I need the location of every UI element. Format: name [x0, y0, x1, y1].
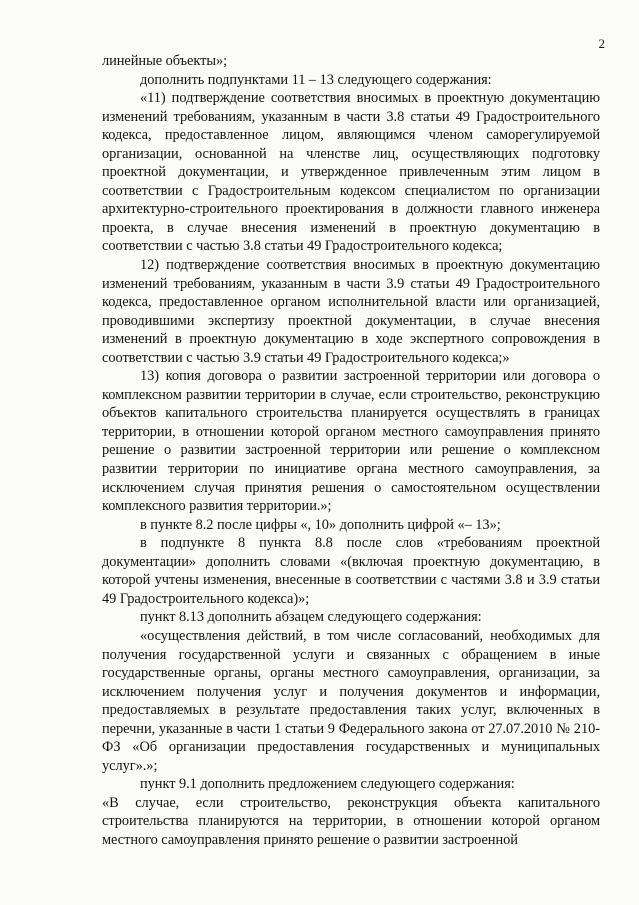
paragraph-10: пункт 9.1 дополнить предложением следующего содержания:: [140, 776, 515, 793]
paragraph-7: в подпункте 8 пункта 8.8 после слов «требованиям проектной документации» дополнить словами «(включая проектную документацию, в которой учтены изменения, внесенные в соответствии с частями 3.8 и 3.9 статьи 49 Градостроительного кодекса)»;: [102, 535, 600, 607]
paragraph-5: 13) копия договора о развитии застроенной территории или договора о комплексном развитии территории в случае, если строительство, реконструкцию объектов капитального строительства планируется осуществлять в границах территории, в отношении которой органом местного самоуправления принято решение о развитии застроенной территории или решение о комплексном развитии территории по инициативе органа местного самоуправления, за исключением случая принятия решения о самостоятельном осуществлении комплексного развития территории.»;: [102, 368, 600, 515]
paragraph-4: 12) подтверждение соответствия вносимых в проектную документацию изменений требованиям, указанным в части 3.9 статьи 49 Градостроительного кодекса, предоставленное органом исполнительной власти или организацией, проводившими экспертизу проектной документации, в случае внесения изменений в проектную документацию в ходе экспертного сопровождения в соответствии с частью 3.9 статьи 49 Градостроительного кодекса;»: [102, 257, 600, 366]
page-number: 2: [598, 36, 605, 51]
paragraph-6: в пункте 8.2 после цифры «, 10» дополнить цифрой «– 13»;: [140, 516, 501, 533]
paragraph-8: пункт 8.13 дополнить абзацем следующего содержания:: [140, 609, 482, 626]
paragraph-11: «В случае, если строительство, реконструкция объекта капитального строительства планируются на территории, в отношении которой органом местного самоуправления принято решение о развитии застроенной: [102, 794, 600, 848]
paragraph-2: дополнить подпунктами 11 – 13 следующего содержания:: [140, 71, 492, 88]
document-body: [102, 52, 600, 850]
paragraph-9: «осуществления действий, в том числе согласований, необходимых для получения государственной услуги и связанных с обращением в иные государственные органы, органы местного самоуправления, организации, за исключением получения услуг и получения документов и информации, предоставляемых в результате предоставления таких услуг, включенных в перечни, указанные в части 1 статьи 9 Федерального закона от 27.07.2010 № 210-ФЗ «Об организации предоставления государственных и муниципальных услуг».»;: [102, 627, 600, 774]
paragraph-1: линейные объекты»;: [102, 53, 228, 69]
paragraph-3: «11) подтверждение соответствия вносимых в проектную документацию изменений требованиям, указанным в части 3.8 статьи 49 Градостроительного кодекса, предоставленное лицом, являющимся членом саморегулируемой организации, основанной на членстве лиц, осуществляющих подготовку проектной документации, и утвержденное привлеченным этим лицом в соответствии с Градостроительным кодексом специалистом по организации архитектурно-строительного проектирования в должности главного инженера проекта, в случае внесения изменений в проектную документацию в соответствии с частью 3.8 статьи 49 Градостроительного кодекса;: [102, 90, 600, 255]
